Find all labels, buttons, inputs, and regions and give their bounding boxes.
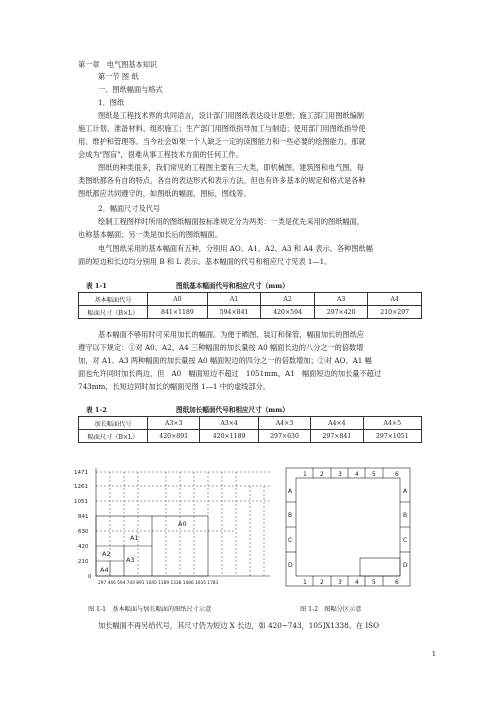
table-cell: 297×841 <box>311 430 363 443</box>
item2-heading: 2．幅面尺寸及代号 <box>98 204 161 213</box>
table-cell: 594×841 <box>207 306 261 319</box>
zone-number: 2 <box>320 471 324 478</box>
table1-title: 图纸基本幅面代号和相应尺寸（mm） <box>176 282 289 290</box>
chapter-heading: 第一章 电气图基本知识 <box>78 60 158 69</box>
figure2-caption: 图 1-2 图幅分区示意 <box>300 606 362 613</box>
zone-number: 1 <box>303 579 307 586</box>
table1-data-row <box>79 306 422 319</box>
para3-line: 绘制工程图样时所用的图纸幅面按标准规定分为两类：一类是优先采用的图纸幅面， <box>98 217 364 226</box>
table2-data-row <box>79 430 422 443</box>
table-cell: 297×630 <box>258 430 310 443</box>
table1-label: 表 1-1 <box>86 282 107 290</box>
zone-number: 4 <box>355 471 359 478</box>
y-tick-label: 210 <box>78 559 89 565</box>
zone-letter: D <box>288 562 293 569</box>
sheet-label: A2 <box>102 550 111 558</box>
zone-number: 3 <box>338 471 342 478</box>
para4-line: 面的短边和长边均分别用 B 和 L 表示。基本幅面的代号和相应尺寸见表 1—1。 <box>78 257 332 266</box>
zone-number: 6 <box>395 579 399 586</box>
table-cell: A1 <box>207 293 261 306</box>
sheet-label: A4 <box>100 566 109 574</box>
zone-letter: C <box>288 537 293 544</box>
zone-letter: B <box>288 512 293 519</box>
zone-letter: D <box>403 562 408 569</box>
table-cell: A2 <box>261 293 315 306</box>
table-cell: A3 <box>314 293 368 306</box>
figure-1-2-zoning-diagram <box>284 466 412 590</box>
table1 <box>78 292 422 319</box>
para6-line: 加长幅面不再另给代号，其尺寸仍为短边 X 长边，如 420~743，105]X1338。在 ISO <box>98 621 379 630</box>
y-tick-label: 420 <box>78 544 89 550</box>
para2-line: 图纸的种类很多，我们常见的工程图主要有三大类，即机械图、建筑图和电气图，每 <box>98 163 364 172</box>
table-cell: 297×420 <box>314 306 368 319</box>
table2-title: 图纸加长幅面代号和相应尺寸（mm） <box>176 406 289 414</box>
y-tick-label: 1471 <box>74 470 88 476</box>
page-number: 1 <box>431 650 436 658</box>
zone-letter: B <box>403 512 408 519</box>
sheet-label: A0 <box>178 520 187 528</box>
table-cell: 210×297 <box>368 306 422 319</box>
zone-letter: C <box>403 537 408 544</box>
para5-line: 743mm，长短边同时加长的幅面见图 1—1 中的虚线部分。 <box>78 382 271 391</box>
table-cell: A3×4 <box>200 417 258 430</box>
zone-number: 2 <box>320 579 324 586</box>
y-tick-label: 0 <box>88 574 92 580</box>
table-cell: 420×1189 <box>200 430 258 443</box>
table-cell: A0 <box>148 293 208 306</box>
para1-line: 用、维护和管理等。当今社会如果一个人缺乏一定的读图能力和一些必要的绘图能力，那就 <box>78 137 366 146</box>
zone-letter: A <box>403 488 408 495</box>
para3-line: 也称基本幅面；另一类是加长后的图纸幅面。 <box>78 230 222 239</box>
zone-number: 3 <box>338 579 342 586</box>
zone-number: 4 <box>355 579 359 586</box>
y-tick-label: 1051 <box>74 499 88 505</box>
table-cell: 420×594 <box>261 306 315 319</box>
table-cell: 幅面尺寸（B×L） <box>79 430 148 443</box>
table-cell: 297×1051 <box>363 430 421 443</box>
table-cell: 加长幅面代号 <box>79 417 148 430</box>
para1-line: 会成为"图盲"，很难从事工程技术方面的任何工作。 <box>78 150 243 159</box>
table-cell: A4×5 <box>363 417 421 430</box>
table-cell: A3×3 <box>148 417 200 430</box>
sheet-label: A3 <box>126 556 135 564</box>
para5-line: 加，对 A1、A3 两种幅面的加长量按 A0 幅面短边的四分之一的倍数增加；②对 AO、A1 幅 <box>78 356 372 365</box>
figure-1-1-size-diagram <box>74 464 274 592</box>
table2-label: 表 1-2 <box>86 406 107 414</box>
para2-line: 类图纸都各有自的特点，各自的表达形式和表示方法。但也有许多基本的规定和格式是各种 <box>78 176 366 185</box>
para5-line: 基本幅面不够用时可采用加长的幅面。为便于晒图、装订和保管，幅面加长的图纸应 <box>98 330 364 339</box>
table2-header-row <box>79 417 422 430</box>
para1-line: 施工计划、准备材料、组织施工；生产部门用图纸指导加工与制造；使用部门用图纸指导使 <box>78 124 366 133</box>
subsection-heading: 一、图纸幅面与格式 <box>98 85 163 94</box>
para5-line: 面也允许同时加长两边，但 A0 幅面短边不超过 1051mm，A1 幅面短边的加长量不超过 <box>78 369 382 378</box>
section-heading: 第一节 图 纸 <box>98 72 139 81</box>
table-cell: A4 <box>368 293 422 306</box>
table2 <box>78 416 422 443</box>
y-tick-label: 630 <box>78 529 89 535</box>
para2-line: 图纸都应共同遵守的，如图纸的幅面、图标，图线等。 <box>78 189 251 198</box>
y-tick-label: 841 <box>78 514 89 520</box>
table-cell: 420×891 <box>148 430 200 443</box>
zone-number: 5 <box>372 471 376 478</box>
figure1-caption: 图 1-1 基本幅面与加长幅面的图纸尺寸示意 <box>88 606 212 613</box>
zone-number: 1 <box>303 471 307 478</box>
y-tick-label: 1261 <box>74 484 88 490</box>
table-cell: 基本幅面代号 <box>79 293 148 306</box>
sheet-label: A1 <box>130 534 139 542</box>
table-cell: 841×1189 <box>148 306 208 319</box>
zone-number: 6 <box>395 471 399 478</box>
zone-letter: A <box>288 488 293 495</box>
x-tick-labels: 297 446 594 743 891 1040 1189 1338 1486 1635 1783 <box>98 581 219 586</box>
item1-heading: 1．图纸 <box>98 98 125 107</box>
zone-number: 5 <box>372 579 376 586</box>
table1-header-row <box>79 293 422 306</box>
para4-line: 电气图纸采用的基本幅面有五种，分别用 AO、A1、A2、A3 和 A4 表示。各种图纸幅 <box>98 244 373 253</box>
para5-line: 遵守以下规定：①对 A0、A2、A4 三种幅面的加长量按 A0 幅面长边的八分之一的倍数增 <box>78 343 364 352</box>
table-cell: A4×4 <box>311 417 363 430</box>
para1-line: 图纸是工程技术界的共同语言，设计部门用图纸表达设计思想；施工部门用图纸编制 <box>98 111 364 120</box>
table-cell: A4×3 <box>258 417 310 430</box>
table-cell: 幅面尺寸（B×L） <box>79 306 148 319</box>
